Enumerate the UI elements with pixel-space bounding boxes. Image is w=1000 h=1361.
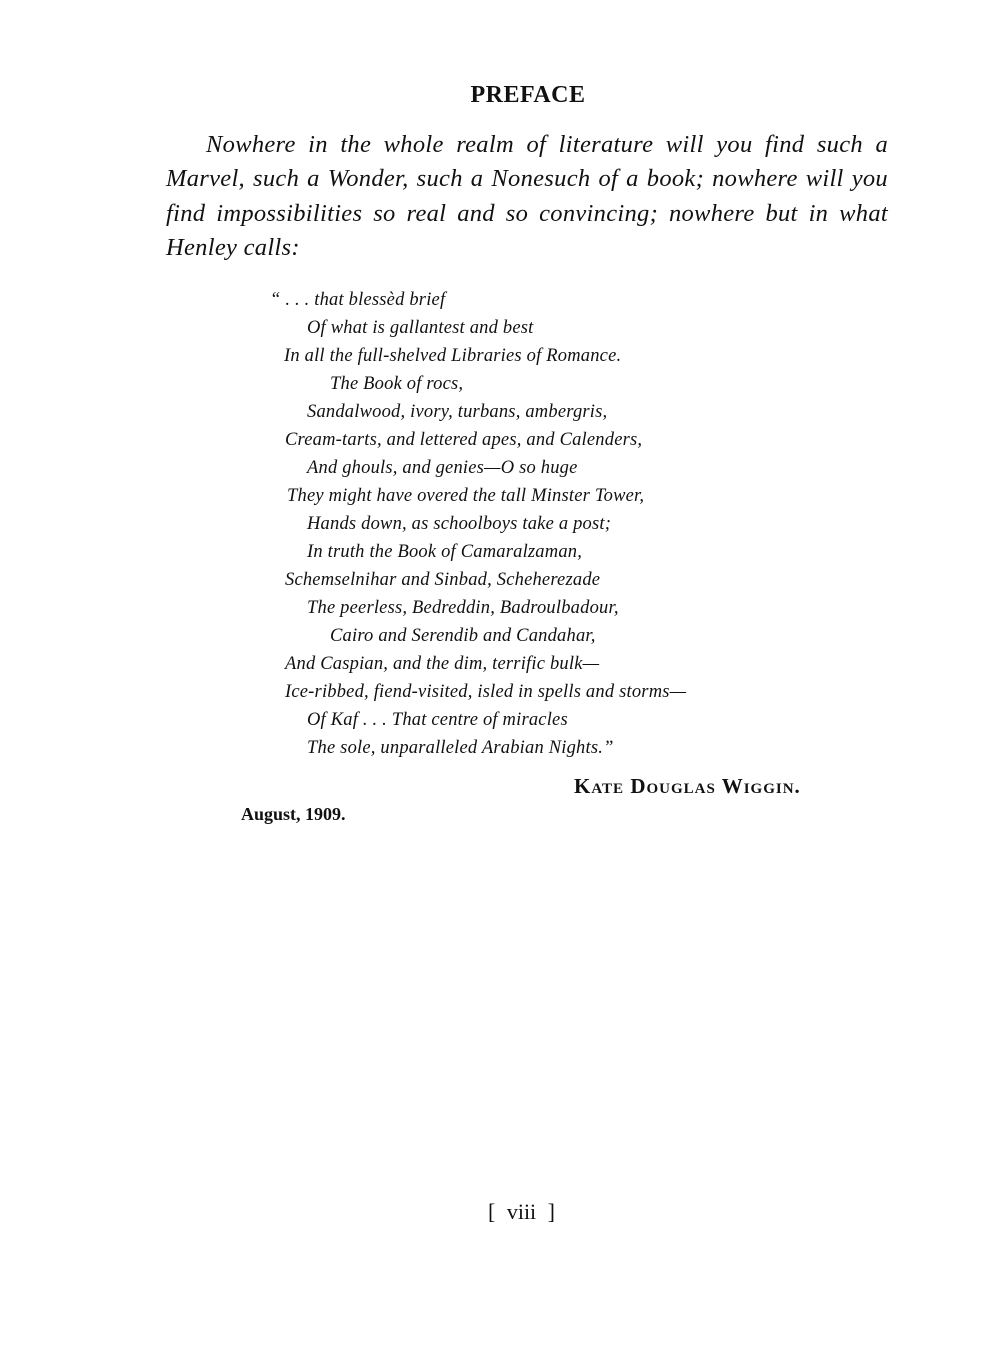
poem-line: The peerless, Bedreddin, Badroulbadour, [307, 598, 619, 618]
poem-line: Of what is gallantest and best [307, 318, 534, 338]
poem-line: Hands down, as schoolboys take a post; [307, 514, 612, 534]
poem-line: The Book of rocs, [330, 374, 464, 394]
poem-line: And Caspian, and the dim, terrific bulk— [285, 654, 600, 674]
page-title: PREFACE [470, 82, 586, 108]
poem-line: Of Kaf . . . That centre of miracles [307, 710, 568, 730]
poem-line: In truth the Book of Camaralzaman, [307, 542, 583, 562]
poem-line: They might have overed the tall Minster Tower, [287, 486, 645, 506]
poem-line: And ghouls, and genies—O so huge [307, 458, 578, 478]
page-number: [ viii ] [488, 1199, 555, 1224]
author-signature: Kate Douglas Wiggin. [574, 774, 801, 798]
poem-line: Schemselnihar and Sinbad, Scheherezade [285, 570, 601, 590]
poem-line: Cream-tarts, and lettered apes, and Calenders, [285, 430, 643, 450]
intro-paragraph: Nowhere in the whole realm of literature will you find such a Marvel, such a Wonder, such a Nonesuch of a book; nowhere will you find impossibilities so real and so convincing; nowhere but in what Henley calls: [166, 131, 888, 261]
poem-line: In all the full-shelved Libraries of Romance. [284, 346, 622, 366]
poem-line: Sandalwood, ivory, turbans, ambergris, [307, 402, 608, 422]
date-line: August, 1909. [241, 804, 346, 824]
poem-line: “ . . . that blessèd brief [270, 290, 446, 310]
poem-line: Ice-ribbed, fiend-visited, isled in spells and storms— [285, 682, 687, 702]
poem-line: Cairo and Serendib and Candahar, [330, 626, 596, 646]
poem-line: The sole, unparalleled Arabian Nights.” [307, 738, 614, 758]
